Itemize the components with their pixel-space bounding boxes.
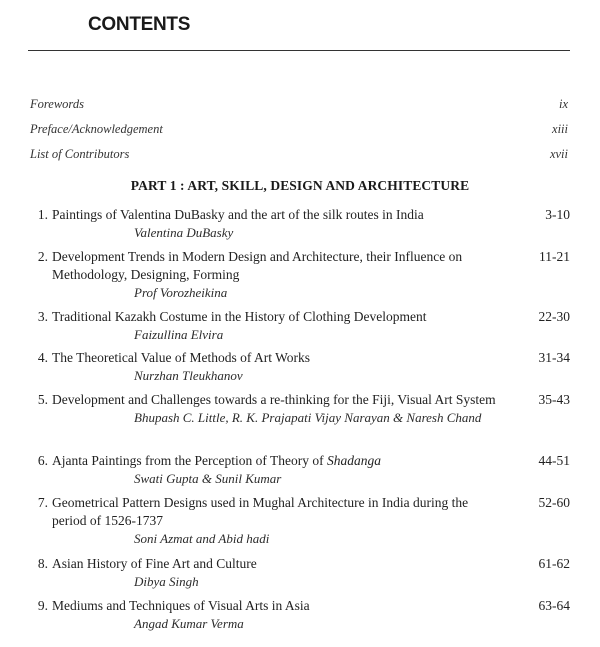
toc-entry-6 <box>26 452 570 487</box>
prelim-preface <box>30 122 568 137</box>
entry-number: 4. <box>37 350 48 365</box>
entry-number: 9. <box>37 598 48 613</box>
toc-entry-1 <box>26 206 570 241</box>
prelim-label: Preface/Acknowledgement <box>30 122 163 136</box>
toc-entry-7 <box>26 494 570 547</box>
heading-rule <box>28 50 570 51</box>
toc-entry-4 <box>26 349 570 384</box>
entry-title: Development Trends in Modern Design and Architecture, their Influence on Methodology, Designing, Forming <box>52 249 463 282</box>
entry-author: Angad Kumar Verma <box>134 616 244 631</box>
entry-title-text: Ajanta Paintings from the Perception of Theory of <box>52 453 327 468</box>
entry-title: Geometrical Pattern Designs used in Mughal Architecture in India during the period of 1526-1737 <box>52 495 469 528</box>
entry-title: Asian History of Fine Art and Culture <box>52 556 257 571</box>
entry-title: Paintings of Valentina DuBasky and the art of the silk routes in India <box>52 207 424 222</box>
part-title: PART 1 : ART, SKILL, DESIGN AND ARCHITECTURE <box>130 178 470 193</box>
prelim-contributors <box>30 147 568 162</box>
entry-title: The Theoretical Value of Methods of Art Works <box>52 350 310 365</box>
toc-entry-5 <box>26 391 570 426</box>
entry-number: 3. <box>37 309 48 324</box>
entry-author: Nurzhan Tleukhanov <box>134 368 243 383</box>
entry-number: 2. <box>37 249 48 264</box>
entry-author: Bhupash C. Little, R. K. Prajapati Vijay Narayan & Naresh Chand <box>134 410 482 425</box>
entry-title: Mediums and Techniques of Visual Arts in Asia <box>52 598 310 613</box>
entry-author: Faizullina Elvira <box>134 327 224 342</box>
entry-pages: 35-43 <box>538 392 570 407</box>
prelim-page: ix <box>558 97 568 111</box>
entry-title <box>52 452 502 470</box>
prelim-label: List of Contributors <box>30 147 130 161</box>
prelim-label: Forewords <box>30 97 84 111</box>
toc-entry-3 <box>26 308 570 343</box>
entry-number: 5. <box>37 392 48 407</box>
entry-number: 1. <box>37 207 48 222</box>
entry-author: Dibya Singh <box>134 574 199 589</box>
entry-pages: 61-62 <box>538 556 570 571</box>
entry-number: 8. <box>37 556 48 571</box>
entry-pages: 63-64 <box>538 598 570 613</box>
toc-entry-8 <box>26 555 570 590</box>
prelim-forewords <box>30 97 568 112</box>
entry-pages: 11-21 <box>539 249 570 264</box>
entry-number: 6. <box>37 453 48 468</box>
entry-author: Soni Azmat and Abid hadi <box>134 531 270 546</box>
entry-title: Traditional Kazakh Costume in the History of Clothing Development <box>52 309 427 324</box>
entry-author: Prof Vorozheikina <box>134 285 228 300</box>
entry-number: 7. <box>37 495 48 510</box>
entry-author: Swati Gupta & Sunil Kumar <box>134 471 282 486</box>
toc-entry-2 <box>26 248 570 301</box>
prelim-page: xiii <box>552 122 568 136</box>
prelim-page: xvii <box>549 147 568 161</box>
entry-pages: 3-10 <box>545 207 570 222</box>
toc-entry-9 <box>26 597 570 632</box>
entry-pages: 31-34 <box>538 350 570 365</box>
entry-title: Development and Challenges towards a re-thinking for the Fiji, Visual Art System <box>52 392 496 407</box>
entry-pages: 44-51 <box>538 453 570 468</box>
entry-pages: 22-30 <box>538 309 570 324</box>
entry-title-emphasis: Shadanga <box>326 453 381 468</box>
entry-pages: 52-60 <box>538 495 570 510</box>
entry-author: Valentina DuBasky <box>134 225 234 240</box>
page-heading: CONTENTS <box>88 14 191 35</box>
